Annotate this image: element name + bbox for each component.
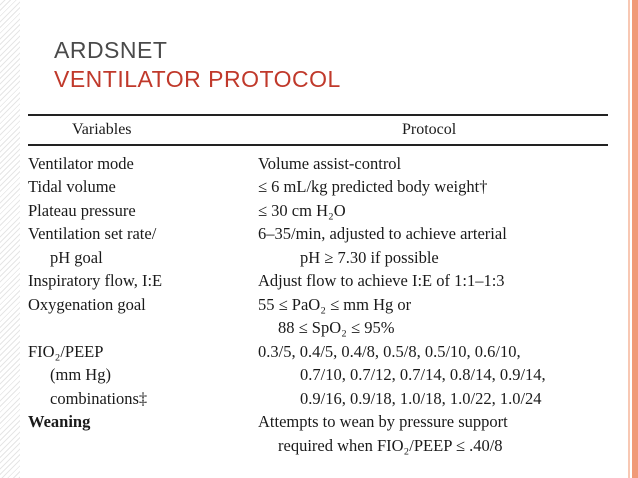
protocol-cell: Volume assist-control (258, 153, 402, 173)
table-row (28, 363, 608, 387)
table-row (28, 434, 608, 458)
variable-cell: Weaning (28, 412, 91, 431)
variable-cell: Ventilator mode (28, 153, 134, 173)
header-protocol: Protocol (402, 121, 457, 138)
variable-cell: Inspiratory flow, I:E (28, 271, 163, 290)
table-header-rule (28, 144, 608, 146)
protocol-cell: 0.9/16, 0.9/18, 1.0/18, 1.0/22, 1.0/24 (300, 388, 542, 408)
variable-cell: Tidal volume (28, 177, 116, 196)
slide-title-line1: ARDSNET (54, 37, 168, 63)
protocol-cell: ≤ 30 cm H₂O (258, 200, 346, 220)
table-top-rule (28, 114, 608, 116)
right-decorative-border (632, 0, 638, 478)
variable-cell: Plateau pressure (28, 200, 136, 220)
protocol-cell: 0.3/5, 0.4/5, 0.4/8, 0.5/8, 0.5/10, 0.6/10, (258, 341, 521, 361)
table-row (28, 152, 608, 176)
table-row (28, 175, 608, 199)
table-row (28, 199, 608, 223)
table-row (28, 269, 608, 293)
protocol-cell: 6–35/min, adjusted to achieve arterial (258, 224, 507, 243)
slide-title (54, 36, 341, 94)
variable-cell: combinations‡ (50, 388, 148, 408)
protocol-cell: Adjust flow to achieve I:E of 1:1–1:3 (258, 271, 505, 290)
variable-cell: Oxygenation goal (28, 294, 146, 314)
variable-cell: FIO₂/PEEP (28, 341, 104, 361)
variable-cell: (mm Hg) (50, 365, 111, 384)
table-header-row (28, 120, 608, 140)
protocol-cell: required when FIO₂/PEEP ≤ .40/8 (278, 435, 503, 455)
protocol-cell: 88 ≤ SpO₂ ≤ 95% (278, 318, 395, 337)
protocol-table (28, 114, 608, 457)
table-row (28, 316, 608, 340)
protocol-cell: ≤ 6 mL/kg predicted body weight† (258, 177, 488, 196)
left-decorative-stripe (0, 0, 20, 478)
variable-cell (28, 316, 258, 340)
variable-cell (28, 434, 258, 458)
protocol-cell: 55 ≤ PaO₂ ≤ mm Hg or (258, 294, 412, 314)
table-row (28, 246, 608, 270)
table-row (28, 222, 608, 246)
table-row (28, 410, 608, 434)
header-variables: Variables (72, 121, 132, 138)
variable-cell: Ventilation set rate/ (28, 224, 157, 243)
protocol-cell: pH ≥ 7.30 if possible (300, 247, 439, 267)
protocol-cell: Attempts to wean by pressure support (258, 412, 508, 431)
variable-cell: pH goal (50, 247, 103, 267)
slide-title-line2: VENTILATOR PROTOCOL (54, 66, 341, 92)
table-row (28, 387, 608, 411)
protocol-cell: 0.7/10, 0.7/12, 0.7/14, 0.8/14, 0.9/14, (300, 365, 546, 384)
table-row (28, 340, 608, 364)
table-row (28, 293, 608, 317)
